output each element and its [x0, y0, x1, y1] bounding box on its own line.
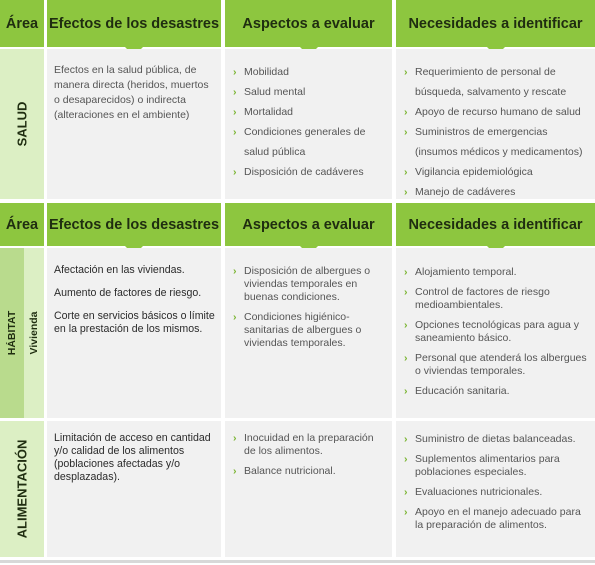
list-item: › Apoyo de recurso humano de salud — [404, 102, 591, 122]
header-needs-1: Necesidades a identificar — [396, 0, 595, 47]
header-effects-1: Efectos de los desastres — [47, 0, 221, 47]
cell-habitat-aspects — [225, 248, 392, 418]
list-item: › Disposición de cadáveres — [233, 162, 388, 182]
bottom-rule — [0, 560, 595, 563]
chevron-right-icon: › — [233, 126, 237, 138]
chevron-right-icon: › — [233, 106, 237, 118]
header-effects-2: Efectos de los desastres — [47, 203, 221, 246]
list-item: › Balance nutricional. — [233, 465, 336, 477]
side-habitat: HÁBITAT — [0, 248, 24, 418]
chevron-right-icon: › — [233, 86, 237, 98]
chevron-right-icon: › — [404, 433, 408, 445]
cell-salud-effects: Efectos en la salud pública, de manera directa (heridos, muertos o desaparecidos) o indirecta (alteraciones en el ambiente) — [47, 49, 221, 199]
list-item: › Alojamiento temporal. — [404, 266, 517, 278]
list-item: › Disposición de albergues o viviendas temporales en buenas condiciones. — [233, 265, 371, 303]
chevron-right-icon: › — [404, 106, 408, 118]
list-item: › Vigilancia epidemiológica — [404, 162, 591, 182]
list-item: › Salud mental — [233, 82, 388, 102]
chevron-right-icon: › — [233, 66, 237, 78]
cell-salud-aspects — [225, 49, 392, 199]
effect-paragraph: Aumento de factores de riesgo. — [54, 287, 202, 299]
header-aspects-2: Aspectos a evaluar — [225, 203, 392, 246]
list-item: › Apoyo en el manejo adecuado para la preparación de alimentos. — [404, 506, 581, 531]
list-item: › Evaluaciones nutricionales. — [404, 486, 543, 498]
cell-alimentacion-needs — [396, 421, 595, 557]
side-habitat-vivienda: Vivienda — [24, 248, 44, 418]
header-area-1: Área — [0, 0, 44, 47]
chevron-right-icon: › — [404, 506, 408, 518]
cell-alimentacion-effects: Limitación de acceso en cantidad y/o calidad de los alimentos (poblaciones afectadas y/o desplazadas). — [47, 421, 221, 557]
chevron-right-icon: › — [404, 352, 408, 364]
chevron-right-icon: › — [404, 286, 408, 298]
list-item: › Condiciones higiénico-sanitarias de albergues o viviendas temporales. — [233, 311, 362, 349]
cell-salud-needs — [396, 49, 595, 199]
cell-habitat-needs — [396, 248, 595, 418]
chevron-right-icon: › — [404, 166, 408, 178]
effect-paragraph: Afectación en las viviendas. — [54, 264, 185, 276]
header-aspects-1: Aspectos a evaluar — [225, 0, 392, 47]
chevron-right-icon: › — [404, 126, 408, 138]
side-alimentacion: ALIMENTACIÓN — [0, 421, 44, 557]
list-item: › Requerimiento de personal de búsqueda, salvamento y rescate — [404, 62, 591, 102]
header-area-2: Área — [0, 203, 44, 246]
side-salud: SALUD — [0, 49, 44, 199]
chevron-right-icon: › — [404, 385, 408, 397]
list-item: › Mortalidad — [233, 102, 388, 122]
list-item: › Inocuidad en la preparación de los alimentos. — [233, 432, 374, 457]
list-item: › Educación sanitaria. — [404, 385, 510, 397]
chevron-right-icon: › — [404, 266, 408, 278]
list-item: › Control de factores de riesgo medioambientales. — [404, 286, 550, 311]
chevron-right-icon: › — [233, 465, 237, 477]
list-item: › Manejo de cadáveres — [404, 182, 591, 202]
chevron-right-icon: › — [404, 66, 408, 78]
chevron-right-icon: › — [233, 432, 237, 444]
effect-paragraph: Corte en servicios básicos o límite en la prestación de los mismos. — [54, 310, 215, 335]
list-item: › Opciones tecnológicas para agua y saneamiento básico. — [404, 319, 580, 344]
cell-alimentacion-aspects — [225, 421, 392, 557]
chevron-right-icon: › — [404, 186, 408, 198]
list-item: › Mobilidad — [233, 62, 388, 82]
list-item: › Suministros de emergencias (insumos médicos y medicamentos) — [404, 122, 591, 162]
chevron-right-icon: › — [404, 486, 408, 498]
header-needs-2: Necesidades a identificar — [396, 203, 595, 246]
list-item: › Suplementos alimentarios para poblaciones especiales. — [404, 453, 560, 478]
chevron-right-icon: › — [233, 166, 237, 178]
chevron-right-icon: › — [233, 311, 237, 323]
chevron-right-icon: › — [404, 319, 408, 331]
list-item: › Suministro de dietas balanceadas. — [404, 433, 576, 445]
chevron-right-icon: › — [233, 265, 237, 277]
list-item: › Personal que atenderá los albergues o viviendas temporales. — [404, 352, 587, 377]
chevron-right-icon: › — [404, 453, 408, 465]
cell-habitat-effects — [47, 248, 221, 418]
list-item: › Condiciones generales de salud pública — [233, 122, 388, 162]
